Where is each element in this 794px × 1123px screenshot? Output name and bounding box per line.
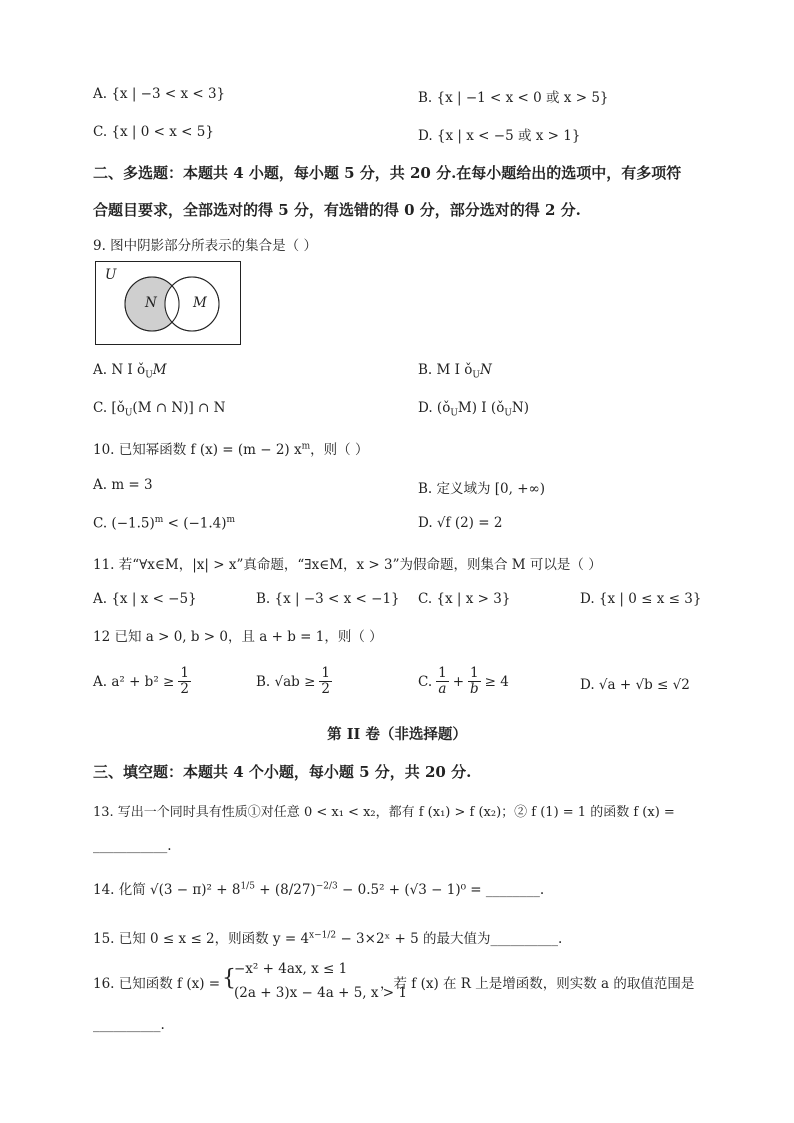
q16-post: ，若 f (x) 在 R 上是增函数，则实数 a 的取值范围是 — [380, 976, 695, 992]
q10-option-c-sup: m — [154, 515, 164, 525]
q16-brace: { — [222, 966, 236, 991]
q12-option-a — [93, 666, 191, 697]
q11-option-c: C. {x | x > 3} — [418, 591, 511, 607]
q12-option-c-num2: 1 — [470, 665, 479, 681]
q12-option-a-text: A. a² + b² ≥ — [93, 673, 175, 690]
q14-sup1: 1/5 — [240, 881, 255, 892]
q14-sup2: −2/3 — [315, 881, 338, 892]
q12-option-b — [256, 666, 332, 697]
venn-diagram — [95, 261, 241, 345]
q15-pre: 15. 已知 0 ≤ x ≤ 2，则函数 y = 4 — [93, 931, 310, 947]
q12-stem: 12 已知 a > 0, b > 0，且 a + b = 1，则（ ） — [93, 629, 383, 645]
q13-line2: ___________. — [93, 838, 172, 854]
q9-stem: 9. 图中阴影部分所表示的集合是（ ） — [93, 238, 317, 254]
q9-option-b — [418, 362, 492, 381]
q16-case1: −x² + 4ax, x ≤ 1 — [234, 961, 348, 977]
q12-option-c-num1: 1 — [438, 665, 447, 681]
q16-case2: (2a + 3)x − 4a + 5, x > 1 — [234, 985, 407, 1001]
section-3-heading: 三、填空题：本题共 4 个小题，每小题 5 分，共 20 分. — [93, 763, 472, 781]
q10-option-a: A. m = 3 — [93, 477, 153, 493]
part-2-title: 第 II 卷（非选择题） — [327, 726, 467, 743]
q11-stem: 11. 若“∀x∈M，|x| > x”真命题，“∃x∈M，x > 3”为假命题，则集合 M 可以是（ ） — [93, 557, 602, 573]
q12-option-a-fraction — [178, 666, 191, 697]
q15-post: − 3×2ˣ + 5 的最大值为__________. — [336, 931, 563, 947]
q9-option-a-sub: U — [145, 370, 153, 381]
q16-pre: 16. 已知函数 f (x) = — [93, 976, 221, 992]
q12-option-c-den1: a — [438, 681, 447, 697]
q12-option-d: D. √a + √b ≤ √2 — [580, 677, 690, 693]
q12-option-b-text: B. √ab ≥ — [256, 673, 316, 690]
q12-option-c-den2: b — [470, 681, 479, 697]
q10-option-c-mid: < (−1.4) — [163, 515, 227, 532]
q15-sup: x−1/2 — [309, 930, 337, 941]
q10-option-c — [93, 515, 235, 532]
section-2-heading-line1: 二、多选题：本题共 4 小题，每小题 5 分，共 20 分.在每小题给出的选项中，有多项符 — [93, 164, 682, 182]
q8-option-d: D. {x | x < −5 或 x > 1} — [418, 128, 581, 144]
section-2-heading-line2: 合题目要求，全部选对的得 5 分，有选错的得 0 分，部分选对的得 2 分. — [93, 201, 581, 219]
q9-option-a-end: M — [152, 362, 167, 378]
q15 — [93, 927, 562, 947]
q9-option-a — [93, 362, 167, 381]
q9-option-c-sub: U — [124, 408, 133, 419]
q16-line2: __________. — [93, 1017, 165, 1033]
q12-option-b-fraction — [319, 666, 332, 697]
q11-option-a: A. {x | x < −5} — [93, 591, 197, 607]
q12-option-c-post: ≥ 4 — [484, 673, 509, 690]
q14-post: − 0.5² + (√3 − 1)⁰ = ________. — [337, 882, 545, 898]
q14-mid: + (8/27) — [254, 882, 316, 898]
q8-option-c: C. {x | 0 < x < 5} — [93, 124, 214, 140]
q8-option-a: A. {x | −3 < x < 3} — [93, 86, 226, 102]
q10-stem-post: ，则（ ） — [310, 442, 369, 458]
q10-option-c-pre: C. (−1.5) — [93, 515, 155, 532]
q9-option-d-sub: U — [450, 408, 458, 419]
q10-option-d: D. √f (2) = 2 — [418, 515, 503, 531]
q10-stem-sup: m — [301, 441, 311, 452]
q11-option-d: D. {x | 0 ≤ x ≤ 3} — [580, 591, 702, 607]
q9-option-b-text: B. M I ǒ — [418, 362, 473, 378]
q13-line1: 13. 写出一个同时具有性质①对任意 0 < x₁ < x₂，都有 f (x₁) > f (x₂)；② f (1) = 1 的函数 f (x) = — [93, 805, 675, 820]
q12-option-c-text: C. — [418, 673, 433, 690]
q12-option-c-fraction1 — [436, 666, 449, 697]
q10-option-c-sup2: m — [226, 515, 236, 525]
q9-option-c-text: C. [ǒ — [93, 400, 125, 416]
q12-option-c-plus: + — [452, 673, 465, 690]
q9-option-d — [418, 400, 529, 419]
q12-option-a-den: 2 — [180, 681, 189, 697]
q11-option-b: B. {x | −3 < x < −1} — [256, 591, 400, 607]
q10-stem — [93, 438, 368, 458]
q9-option-b-sub: U — [472, 370, 480, 381]
q9-option-d-sub2: U — [504, 408, 512, 419]
q12-option-b-num: 1 — [321, 665, 330, 681]
venn-label-m: M — [193, 295, 207, 311]
q9-option-a-text: A. N I ǒ — [93, 362, 146, 378]
q9-option-d-end: N) — [511, 400, 530, 416]
q12-option-a-num: 1 — [180, 665, 189, 681]
q8-option-b: B. {x | −1 < x < 0 或 x > 5} — [418, 90, 609, 106]
q9-option-c — [93, 400, 225, 419]
q9-option-d-mid: M) I (ǒ — [457, 400, 505, 416]
q14 — [93, 878, 544, 898]
q12-option-c — [418, 666, 509, 697]
q10-option-b: B. 定义域为 [0, +∞) — [418, 481, 546, 497]
venn-label-n: N — [145, 295, 157, 311]
q9-option-b-end: N — [479, 362, 492, 378]
q12-option-c-fraction2 — [468, 666, 481, 697]
q12-option-b-den: 2 — [321, 681, 330, 697]
q14-pre: 14. 化简 √(3 − π)² + 8 — [93, 882, 241, 898]
q10-stem-pre: 10. 已知幂函数 f (x) = (m − 2) x — [93, 442, 302, 458]
q9-option-c-end: (M ∩ N)] ∩ N — [132, 400, 226, 416]
venn-label-u: U — [105, 267, 117, 283]
q9-option-d-text: D. (ǒ — [418, 400, 451, 416]
